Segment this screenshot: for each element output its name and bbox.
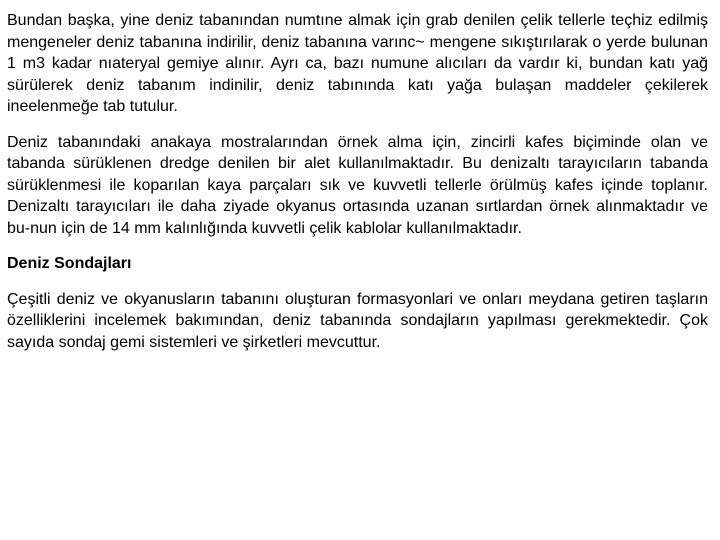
section-heading: Deniz Sondajları (7, 255, 132, 272)
paragraph-drilling: Çeşitli deniz ve okyanusların tabanını oluşturan formasyonlari ve onları meydana getiren taşların özelliklerini incelemek bakımından, deniz tabanında sondajların yapılması gerekmektedir. Çok sayıda sondaj gemi sistemleri ve şirketleri mevcuttur. (7, 290, 708, 351)
document-body (7, 10, 708, 367)
paragraph-grab-sampling: Bundan başka, yine deniz tabanından numtıne almak için grab denilen çelik tellerle teçhiz edilmiş mengeneler deniz tabanına indirilir, deniz tabanına varınc~ mengene sıkıştırılarak o yerde bulunan 1 m3 kadar nıateryal gemiye alınır. Ayrı ca, bazı numune alıcıları da vardır ki, bundan katı yağ sürülerek deniz tabanım indinilir, deniz tabınında katı yağa bulaşan maddeler çekilerek ineelenmeğe tab tutulur. (7, 12, 708, 115)
paragraph-dredge-sampling: Deniz tabanındaki anakaya mostralarından örnek alma için, zincirli kafes biçiminde olan ve tabanda sürüklenen dredge denilen bir alet kullanılmaktadır. Bu denizaltı tarayıcıların tabanda sürüklenmesi ile koparılan kaya parçaları sık ve kuvvetli tellerle örülmüş kafes içinde toplanır. Denizaltı tarayıcıları ile daha ziyade okyanus ortasında uzanan sırtlardan örnek alınmaktadır ve bu-nun için de 14 mm kalınlığında kuvvetli çelik kablolar kullanılmaktadır. (7, 133, 708, 237)
